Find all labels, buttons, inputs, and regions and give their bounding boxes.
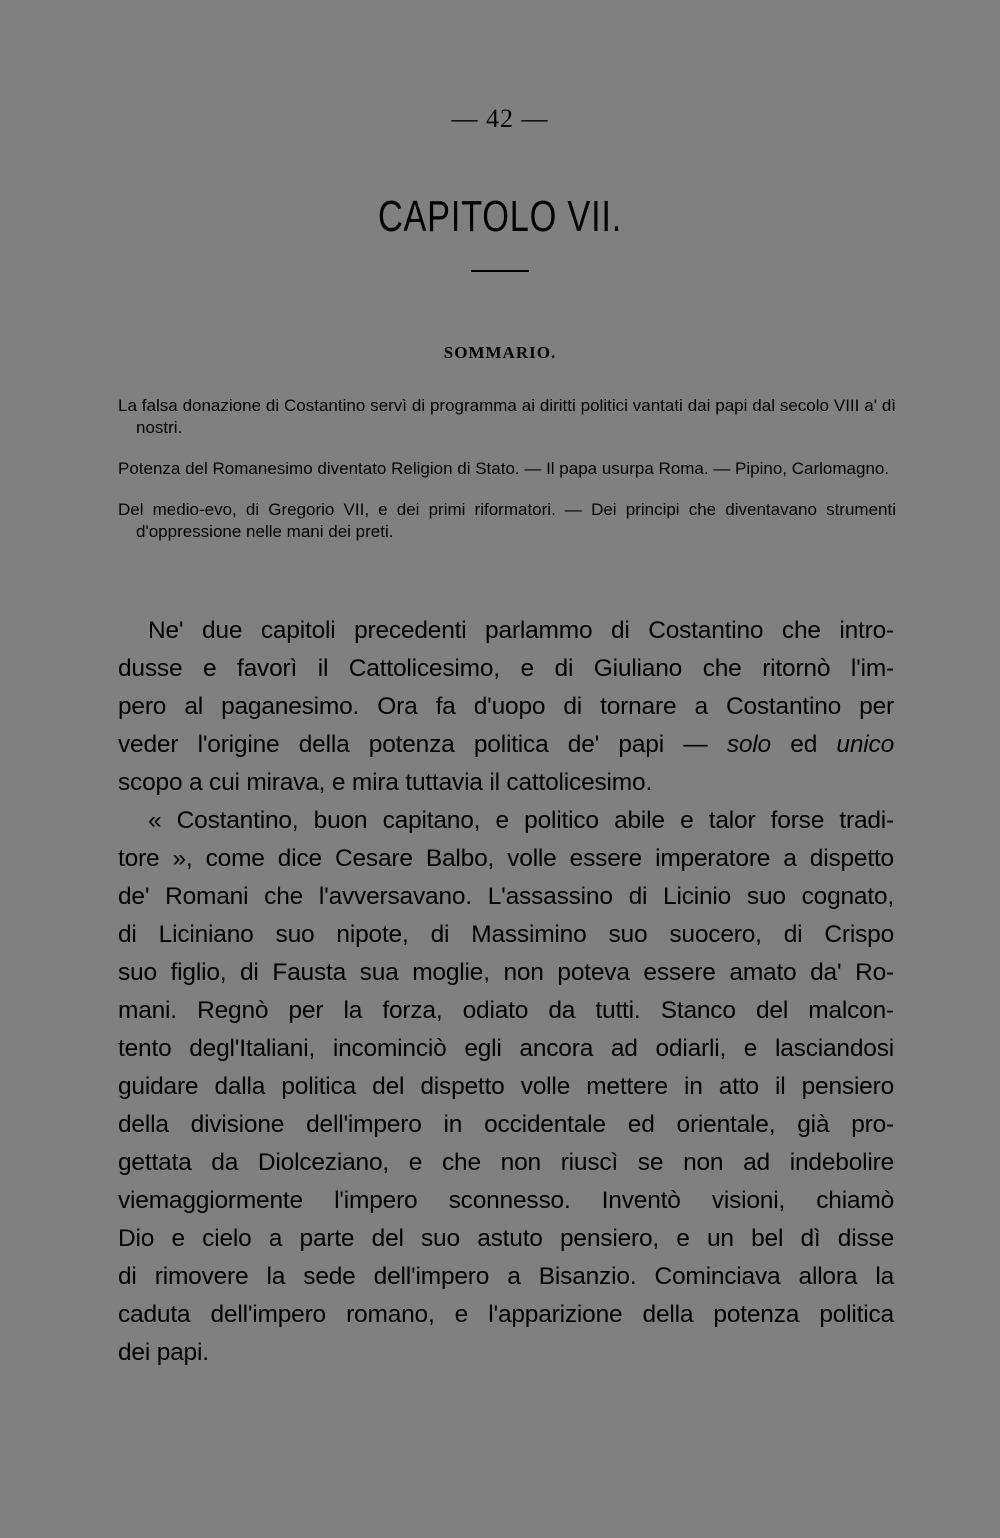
emphasis-word: solo bbox=[726, 731, 771, 758]
summary-item: Potenza del Romanesimo diventato Religion di Stato. — Il papa usurpa Roma. — Pipino, Carlomagno. bbox=[118, 459, 890, 478]
summary-item: Del medio-evo, di Gregorio VII, e dei primi riformatori. — Dei principi che diventavano strumenti d'oppressione nelle mani dei preti. bbox=[118, 500, 896, 541]
emphasis-word: unico bbox=[836, 731, 894, 758]
text-line: viemaggiormente l'impero sconnesso. Inventò visioni, chiamò bbox=[118, 1187, 894, 1214]
text-line: scopo a cui mirava, e mira tuttavia il cattolicesimo. bbox=[118, 769, 653, 796]
text-line: di Liciniano suo nipote, di Massimino suo suocero, di Crispo bbox=[118, 921, 894, 948]
text-line: della divisione dell'impero in occidentale ed orientale, già pro- bbox=[118, 1111, 894, 1138]
paragraph-2 bbox=[118, 802, 894, 1372]
text-line: Dio e cielo a parte del suo astuto pensiero, e un bel dì disse bbox=[118, 1225, 894, 1252]
text-line: guidare dalla politica del dispetto volle mettere in atto il pensiero bbox=[118, 1073, 894, 1100]
page-number: — 42 — bbox=[451, 104, 549, 133]
paragraph-1 bbox=[118, 612, 894, 802]
text-line: di rimovere la sede dell'impero a Bisanzio. Cominciava allora la bbox=[118, 1263, 894, 1290]
body-text bbox=[118, 612, 894, 1372]
text-line: tento degl'Italiani, incominciò egli ancora ad odiarli, e lasciandosi bbox=[118, 1035, 894, 1062]
chapter-title: CAPITOLO VII. bbox=[377, 192, 623, 241]
text-line: tore », come dice Cesare Balbo, volle essere imperatore a dispetto bbox=[118, 845, 894, 872]
text-line: pero al paganesimo. Ora fa d'uopo di tornare a Costantino per bbox=[118, 693, 894, 720]
text-line: dei papi. bbox=[118, 1339, 209, 1366]
text-line: dusse e favorì il Cattolicesimo, e di Giuliano che ritornò l'im- bbox=[118, 655, 894, 682]
title-rule bbox=[471, 270, 529, 272]
summary-list bbox=[118, 395, 896, 562]
summary-heading: SOMMARIO. bbox=[443, 343, 557, 362]
text-line: suo figlio, di Fausta sua moglie, non poteva essere amato da' Ro- bbox=[118, 959, 894, 986]
text-line: veder l'origine della potenza politica de' papi — solo ed unico bbox=[118, 731, 894, 758]
text-line: de' Romani che l'avversavano. L'assassino di Licinio suo cognato, bbox=[118, 883, 894, 910]
text-line: Ne' due capitoli precedenti parlammo di Costantino che intro- bbox=[148, 617, 894, 644]
text-line: gettata da Diolceziano, e che non riuscì se non ad indebolire bbox=[118, 1149, 894, 1176]
summary-item: La falsa donazione di Costantino servì di programma ai diritti politici vantati dai papi dal secolo VIII a' dì nostri. bbox=[118, 396, 896, 437]
text-line: caduta dell'impero romano, e l'apparizione della potenza politica bbox=[118, 1301, 894, 1328]
text-line: mani. Regnò per la forza, odiato da tutti. Stanco del malcon- bbox=[118, 997, 894, 1024]
text-line: « Costantino, buon capitano, e politico abile e talor forse tradi- bbox=[148, 807, 894, 834]
